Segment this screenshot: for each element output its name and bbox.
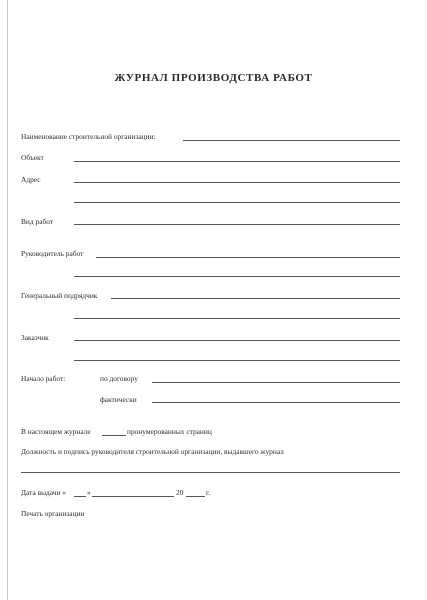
address-field-line-2[interactable] xyxy=(74,202,400,203)
page-title: ЖУРНАЛ ПРОИЗВОДСТВА РАБОТ xyxy=(114,72,313,84)
issue-date-quote-close: » xyxy=(87,488,91,497)
by-contract-field[interactable] xyxy=(152,382,400,383)
by-contract-label: по договору xyxy=(100,374,138,383)
general-contractor-label: Генеральный подрядчик xyxy=(21,291,98,300)
issue-year-prefix: 20 xyxy=(176,488,184,497)
object-label: Объект xyxy=(21,153,44,162)
organization-label: Наименование строительной организации: xyxy=(21,132,156,141)
pages-count-field[interactable] xyxy=(102,435,126,436)
organization-field[interactable] xyxy=(183,140,400,141)
start-label: Начало работ: xyxy=(21,374,66,383)
object-field[interactable] xyxy=(74,161,400,162)
signature-label: Должность и подпись руководителя строительной организации, выдавшего журнал xyxy=(21,447,284,456)
signature-field[interactable] xyxy=(21,472,400,473)
issue-month-field[interactable] xyxy=(92,496,174,497)
general-contractor-field[interactable] xyxy=(111,298,400,299)
manager-field[interactable] xyxy=(96,257,400,258)
pages-note-after: пронумерованных страниц xyxy=(127,427,212,436)
customer-label: Заказчик xyxy=(21,333,49,342)
work-type-label: Вид работ xyxy=(21,217,54,226)
work-type-field[interactable] xyxy=(74,224,400,225)
issue-date-label: Дата выдачи « xyxy=(21,488,66,497)
pages-note-before: В настоящем журнале xyxy=(21,427,91,436)
actual-field[interactable] xyxy=(152,402,400,403)
actual-label: фактически xyxy=(100,395,137,404)
stamp-label: Печать организации xyxy=(21,509,85,518)
manager-field-line-2[interactable] xyxy=(74,276,400,277)
address-field[interactable] xyxy=(74,182,400,183)
issue-year-field[interactable] xyxy=(186,496,205,497)
address-label: Адрес xyxy=(21,175,41,184)
customer-field[interactable] xyxy=(74,340,400,341)
issue-day-field[interactable] xyxy=(74,496,86,497)
issue-year-suffix: г. xyxy=(206,488,211,497)
general-contractor-field-line-2[interactable] xyxy=(74,318,400,319)
customer-field-line-2[interactable] xyxy=(74,360,400,361)
manager-label: Руководитель работ xyxy=(21,249,84,258)
